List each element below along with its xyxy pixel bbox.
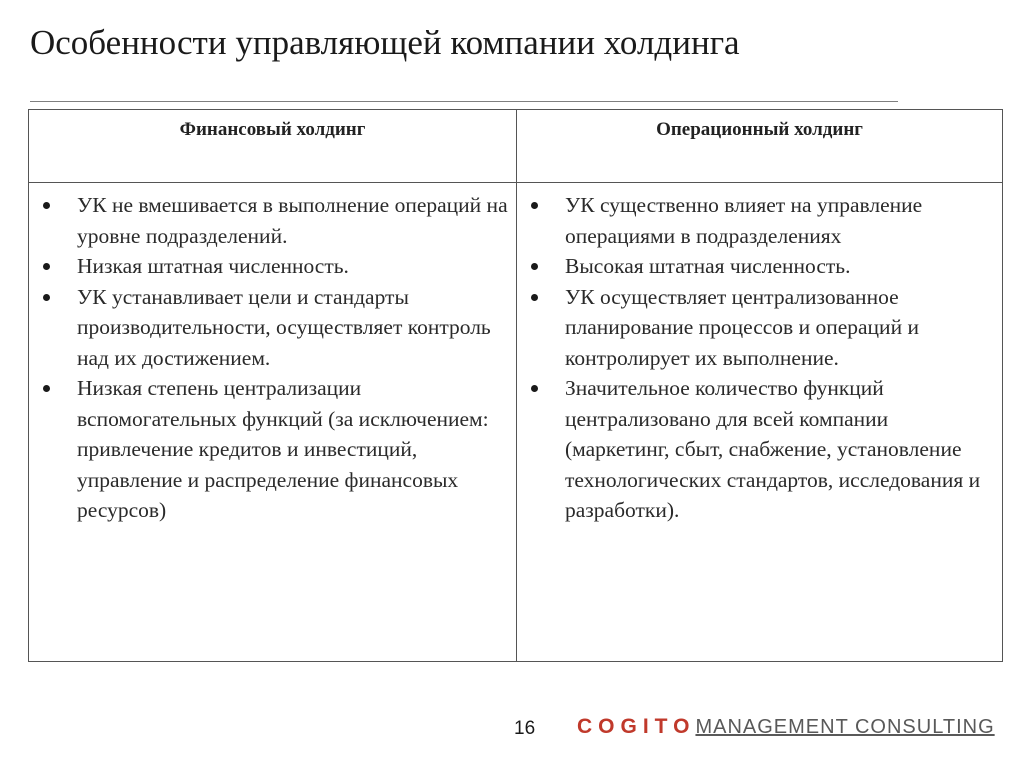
page-number: 16	[514, 718, 536, 739]
bullet-icon	[531, 294, 538, 301]
column-cell-financial	[29, 183, 517, 661]
bullet-icon	[43, 294, 50, 301]
bullet-icon	[531, 385, 538, 392]
slide-title: Особенности управляющей компании холдинга	[30, 23, 740, 62]
bullet-icon	[43, 202, 50, 209]
list-item	[529, 251, 996, 282]
list-item-text: УК не вмешивается в выполнение операций на уровне подразделений.	[77, 193, 508, 248]
column-header-operational: Операционный холдинг	[517, 110, 1002, 183]
list-item	[41, 251, 510, 282]
bullet-icon	[43, 385, 50, 392]
bullet-icon	[43, 263, 50, 270]
brand-logo	[577, 715, 995, 739]
list-item	[529, 190, 996, 251]
bullet-icon	[531, 202, 538, 209]
list-item	[41, 190, 510, 251]
list-item	[529, 373, 996, 526]
bullet-list-operational	[529, 190, 996, 526]
list-item-text: Низкая штатная численность.	[77, 254, 349, 278]
comparison-table	[28, 109, 1003, 662]
list-item-text: Высокая штатная численность.	[565, 254, 851, 278]
column-cell-operational	[517, 183, 1002, 661]
title-divider	[30, 101, 898, 102]
list-item-text: УК устанавливает цели и стандарты производительности, осуществляет контроль над их достижением.	[77, 284, 491, 370]
list-item	[529, 282, 996, 374]
list-item	[41, 282, 510, 374]
list-item	[41, 373, 510, 526]
list-item-text: Низкая степень централизации вспомогательных функций (за исключением: привлечение кредитов и инвестиций, управление и распределение финансовых ресурсов)	[77, 376, 489, 522]
bullet-icon	[531, 263, 538, 270]
brand-name: COGITO	[577, 715, 696, 738]
column-header-financial: Финансовый холдинг	[29, 110, 517, 183]
list-item-text: УК существенно влияет на управление операциями в подразделениях	[565, 193, 923, 248]
list-item-text: УК осуществляет централизованное планирование процессов и операций и контролирует их выполнение.	[565, 284, 919, 370]
brand-tagline: MANAGEMENT CONSULTING	[695, 716, 995, 738]
list-item-text: Значительное количество функций централизовано для всей компании (маркетинг, сбыт, снабжение, установление технологических стандартов, исследования и разработки).	[565, 376, 981, 522]
bullet-list-financial	[41, 190, 510, 526]
